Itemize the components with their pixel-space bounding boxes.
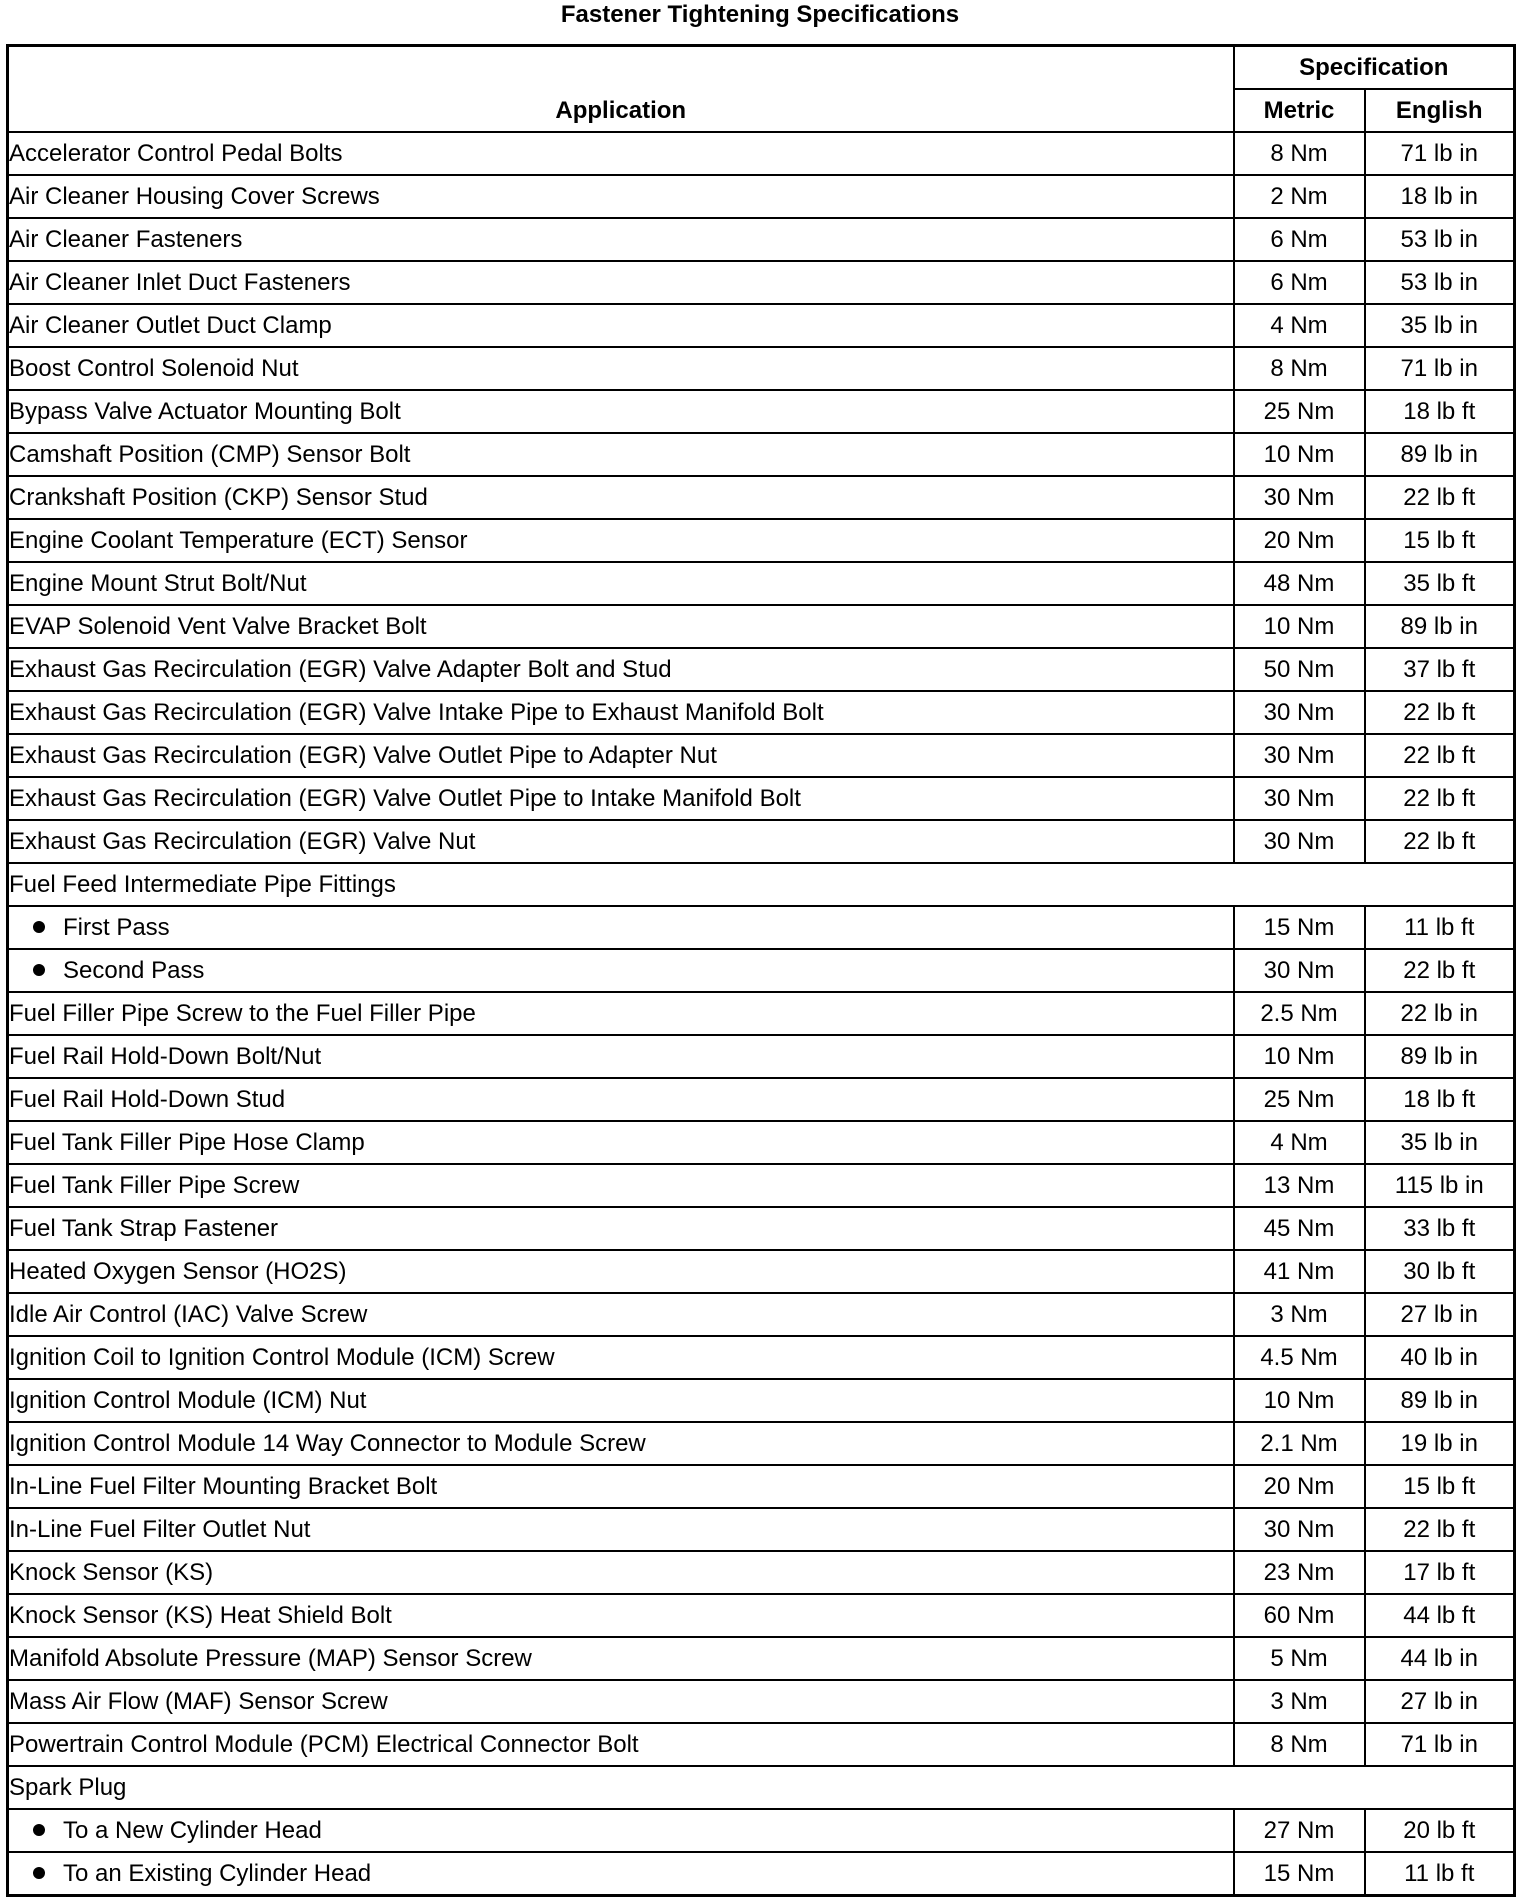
table-row: [8, 1164, 1515, 1207]
english-cell: 71 lb in: [1365, 1723, 1515, 1766]
application-label: Crankshaft Position (CKP) Sensor Stud: [9, 484, 428, 511]
table-row: [8, 1723, 1515, 1766]
application-cell: [8, 648, 1234, 691]
application-label: Ignition Control Module (ICM) Nut: [9, 1387, 367, 1414]
metric-cell: 45 Nm: [1234, 1207, 1365, 1250]
spec-table: [6, 44, 1516, 1897]
application-cell: [8, 390, 1234, 433]
application-label: Heated Oxygen Sensor (HO2S): [9, 1258, 347, 1285]
english-cell: 89 lb in: [1365, 1035, 1515, 1078]
metric-cell: 30 Nm: [1234, 949, 1365, 992]
application-label: Air Cleaner Outlet Duct Clamp: [9, 312, 332, 339]
application-label: Accelerator Control Pedal Bolts: [9, 140, 343, 167]
metric-cell: 10 Nm: [1234, 1379, 1365, 1422]
english-cell: 22 lb ft: [1365, 820, 1515, 863]
application-cell: [8, 1121, 1234, 1164]
application-label: Idle Air Control (IAC) Valve Screw: [9, 1301, 368, 1328]
bullet-icon: [33, 1824, 45, 1836]
english-cell: 30 lb ft: [1365, 1250, 1515, 1293]
metric-cell: 48 Nm: [1234, 562, 1365, 605]
english-cell: 71 lb in: [1365, 347, 1515, 390]
english-cell: 11 lb ft: [1365, 906, 1515, 949]
application-label: Mass Air Flow (MAF) Sensor Screw: [9, 1688, 388, 1715]
metric-cell: 4 Nm: [1234, 1121, 1365, 1164]
application-label: Engine Mount Strut Bolt/Nut: [9, 570, 307, 597]
table-row: [8, 1594, 1515, 1637]
english-cell: 18 lb ft: [1365, 390, 1515, 433]
table-row: [8, 390, 1515, 433]
table-row: [8, 992, 1515, 1035]
english-cell: 22 lb ft: [1365, 777, 1515, 820]
metric-cell: 8 Nm: [1234, 132, 1365, 175]
application-label: Air Cleaner Housing Cover Screws: [9, 183, 380, 210]
table-row: [8, 1078, 1515, 1121]
english-cell: 18 lb ft: [1365, 1078, 1515, 1121]
application-cell: [8, 1422, 1234, 1465]
application-label: Spark Plug: [9, 1774, 127, 1801]
english-cell: 22 lb ft: [1365, 949, 1515, 992]
metric-cell: 2.5 Nm: [1234, 992, 1365, 1035]
table-row: [8, 519, 1515, 562]
english-cell: 35 lb in: [1365, 304, 1515, 347]
table-row: [8, 648, 1515, 691]
application-cell: [8, 1465, 1234, 1508]
table-row: [8, 949, 1515, 992]
application-label: Air Cleaner Inlet Duct Fasteners: [9, 269, 351, 296]
metric-cell: 2 Nm: [1234, 175, 1365, 218]
application-cell: [8, 1250, 1234, 1293]
table-row: [8, 304, 1515, 347]
english-cell: 89 lb in: [1365, 433, 1515, 476]
application-label: Bypass Valve Actuator Mounting Bolt: [9, 398, 401, 425]
header-metric: Metric: [1234, 89, 1365, 132]
application-cell: [8, 1379, 1234, 1422]
table-row: [8, 1035, 1515, 1078]
metric-cell: 25 Nm: [1234, 1078, 1365, 1121]
table-row: [8, 1508, 1515, 1551]
table-row: [8, 1293, 1515, 1336]
application-label: Ignition Control Module 14 Way Connector to Module Screw: [9, 1430, 646, 1457]
bullet-icon: [33, 921, 45, 933]
table-row: [8, 1336, 1515, 1379]
metric-cell: 30 Nm: [1234, 691, 1365, 734]
application-label: To an Existing Cylinder Head: [63, 1860, 372, 1887]
english-cell: 37 lb ft: [1365, 648, 1515, 691]
table-row: [8, 1422, 1515, 1465]
application-cell: [8, 691, 1234, 734]
application-cell: [8, 304, 1234, 347]
application-label: Knock Sensor (KS) Heat Shield Bolt: [9, 1602, 392, 1629]
english-cell: 40 lb in: [1365, 1336, 1515, 1379]
english-cell: 22 lb ft: [1365, 691, 1515, 734]
metric-cell: 10 Nm: [1234, 1035, 1365, 1078]
table-row: [8, 820, 1515, 863]
application-label: Fuel Tank Filler Pipe Hose Clamp: [9, 1129, 365, 1156]
metric-cell: 15 Nm: [1234, 1852, 1365, 1896]
header-english: English: [1365, 89, 1515, 132]
application-cell: [8, 605, 1234, 648]
metric-cell: 13 Nm: [1234, 1164, 1365, 1207]
english-cell: 44 lb ft: [1365, 1594, 1515, 1637]
application-cell: [8, 218, 1234, 261]
english-cell: 22 lb in: [1365, 992, 1515, 1035]
metric-cell: 3 Nm: [1234, 1293, 1365, 1336]
application-cell: [8, 820, 1234, 863]
application-label: Exhaust Gas Recirculation (EGR) Valve Nut: [9, 828, 476, 855]
table-body: [8, 132, 1515, 1896]
metric-cell: 6 Nm: [1234, 261, 1365, 304]
metric-cell: 3 Nm: [1234, 1680, 1365, 1723]
metric-cell: 27 Nm: [1234, 1809, 1365, 1852]
application-label: Fuel Tank Filler Pipe Screw: [9, 1172, 300, 1199]
application-label: Powertrain Control Module (PCM) Electrical Connector Bolt: [9, 1731, 639, 1758]
metric-cell: 6 Nm: [1234, 218, 1365, 261]
table-row: [8, 562, 1515, 605]
table-row: [8, 1809, 1515, 1852]
english-cell: 15 lb ft: [1365, 1465, 1515, 1508]
english-cell: 18 lb in: [1365, 175, 1515, 218]
table-group-row: [8, 863, 1515, 906]
table-row: [8, 691, 1515, 734]
metric-cell: 20 Nm: [1234, 1465, 1365, 1508]
application-label: Fuel Rail Hold-Down Stud: [9, 1086, 286, 1113]
header-application: Application: [8, 46, 1234, 133]
table-row: [8, 1551, 1515, 1594]
english-cell: 35 lb in: [1365, 1121, 1515, 1164]
application-label: Boost Control Solenoid Nut: [9, 355, 299, 382]
application-cell: [8, 519, 1234, 562]
application-cell: [8, 132, 1234, 175]
english-cell: 15 lb ft: [1365, 519, 1515, 562]
application-label: Exhaust Gas Recirculation (EGR) Valve Outlet Pipe to Adapter Nut: [9, 742, 717, 769]
table-row: [8, 175, 1515, 218]
application-cell: [8, 1207, 1234, 1250]
bullet-icon: [33, 964, 45, 976]
application-label: EVAP Solenoid Vent Valve Bracket Bolt: [9, 613, 427, 640]
table-row: [8, 906, 1515, 949]
application-label: First Pass: [63, 914, 170, 941]
application-cell: [8, 906, 1234, 949]
application-cell: [8, 433, 1234, 476]
application-label: Fuel Tank Strap Fastener: [9, 1215, 279, 1242]
table-row: [8, 734, 1515, 777]
application-label: In-Line Fuel Filter Mounting Bracket Bolt: [9, 1473, 438, 1500]
metric-cell: 4.5 Nm: [1234, 1336, 1365, 1379]
english-cell: 27 lb in: [1365, 1293, 1515, 1336]
application-cell: [8, 562, 1234, 605]
english-cell: 33 lb ft: [1365, 1207, 1515, 1250]
bullet-icon: [33, 1867, 45, 1879]
page-title: Fastener Tightening Specifications: [560, 1, 960, 28]
english-cell: 89 lb in: [1365, 605, 1515, 648]
application-cell: [8, 1078, 1234, 1121]
english-cell: 20 lb ft: [1365, 1809, 1515, 1852]
english-cell: 35 lb ft: [1365, 562, 1515, 605]
english-cell: 17 lb ft: [1365, 1551, 1515, 1594]
english-cell: 19 lb in: [1365, 1422, 1515, 1465]
metric-cell: 50 Nm: [1234, 648, 1365, 691]
application-label: Knock Sensor (KS): [9, 1559, 214, 1586]
metric-cell: 5 Nm: [1234, 1637, 1365, 1680]
table-row: [8, 605, 1515, 648]
metric-cell: 60 Nm: [1234, 1594, 1365, 1637]
english-cell: 22 lb ft: [1365, 1508, 1515, 1551]
application-cell: [8, 777, 1234, 820]
application-label: Fuel Filler Pipe Screw to the Fuel Filler Pipe: [9, 1000, 476, 1027]
table-group-row: [8, 1766, 1515, 1809]
application-cell: [8, 175, 1234, 218]
application-cell: [8, 1508, 1234, 1551]
metric-cell: 10 Nm: [1234, 605, 1365, 648]
metric-cell: 2.1 Nm: [1234, 1422, 1365, 1465]
english-cell: 22 lb ft: [1365, 476, 1515, 519]
table-row: [8, 476, 1515, 519]
table-row: [8, 1121, 1515, 1164]
metric-cell: 23 Nm: [1234, 1551, 1365, 1594]
application-cell: [8, 1293, 1234, 1336]
application-label: Fuel Feed Intermediate Pipe Fittings: [9, 871, 396, 898]
application-cell: [8, 476, 1234, 519]
application-label: Exhaust Gas Recirculation (EGR) Valve Outlet Pipe to Intake Manifold Bolt: [9, 785, 801, 812]
table-row: [8, 132, 1515, 175]
table-row: [8, 1379, 1515, 1422]
english-cell: 27 lb in: [1365, 1680, 1515, 1723]
metric-cell: 8 Nm: [1234, 347, 1365, 390]
table-row: [8, 1637, 1515, 1680]
metric-cell: 41 Nm: [1234, 1250, 1365, 1293]
application-cell: [8, 1551, 1234, 1594]
application-label: Air Cleaner Fasteners: [9, 226, 243, 253]
metric-cell: 20 Nm: [1234, 519, 1365, 562]
application-label: Manifold Absolute Pressure (MAP) Sensor Screw: [9, 1645, 532, 1672]
application-label: Exhaust Gas Recirculation (EGR) Valve Adapter Bolt and Stud: [9, 656, 672, 683]
metric-cell: 10 Nm: [1234, 433, 1365, 476]
application-label: Exhaust Gas Recirculation (EGR) Valve Intake Pipe to Exhaust Manifold Bolt: [9, 699, 824, 726]
table-row: [8, 1207, 1515, 1250]
english-cell: 53 lb in: [1365, 261, 1515, 304]
application-cell: [8, 1723, 1234, 1766]
table-row: [8, 1680, 1515, 1723]
metric-cell: 15 Nm: [1234, 906, 1365, 949]
table-row: [8, 218, 1515, 261]
application-cell: [8, 1766, 1515, 1809]
application-cell: [8, 1637, 1234, 1680]
application-label: Second Pass: [63, 957, 205, 984]
table-row: [8, 261, 1515, 304]
metric-cell: 30 Nm: [1234, 1508, 1365, 1551]
english-cell: 89 lb in: [1365, 1379, 1515, 1422]
application-cell: [8, 734, 1234, 777]
metric-cell: 30 Nm: [1234, 476, 1365, 519]
application-cell: [8, 1035, 1234, 1078]
table-row: [8, 777, 1515, 820]
application-cell: [8, 261, 1234, 304]
application-cell: [8, 347, 1234, 390]
header-specification: Specification: [1234, 46, 1515, 90]
metric-cell: 4 Nm: [1234, 304, 1365, 347]
metric-cell: 8 Nm: [1234, 1723, 1365, 1766]
application-cell: [8, 1164, 1234, 1207]
application-cell: [8, 992, 1234, 1035]
english-cell: 53 lb in: [1365, 218, 1515, 261]
metric-cell: 30 Nm: [1234, 820, 1365, 863]
application-label: Fuel Rail Hold-Down Bolt/Nut: [9, 1043, 322, 1070]
application-label: In-Line Fuel Filter Outlet Nut: [9, 1516, 311, 1543]
english-cell: 11 lb ft: [1365, 1852, 1515, 1896]
metric-cell: 30 Nm: [1234, 777, 1365, 820]
application-label: Engine Coolant Temperature (ECT) Sensor: [9, 527, 468, 554]
table-row: [8, 1250, 1515, 1293]
application-label: Camshaft Position (CMP) Sensor Bolt: [9, 441, 411, 468]
table-row: [8, 1465, 1515, 1508]
application-cell: [8, 1336, 1234, 1379]
metric-cell: 25 Nm: [1234, 390, 1365, 433]
application-cell: [8, 949, 1234, 992]
application-cell: [8, 1594, 1234, 1637]
application-cell: [8, 1680, 1234, 1723]
english-cell: 71 lb in: [1365, 132, 1515, 175]
table-row: [8, 347, 1515, 390]
application-label: To a New Cylinder Head: [63, 1817, 322, 1844]
english-cell: 22 lb ft: [1365, 734, 1515, 777]
application-cell: [8, 863, 1515, 906]
table-header: [8, 46, 1515, 133]
application-cell: [8, 1809, 1234, 1852]
english-cell: 44 lb in: [1365, 1637, 1515, 1680]
table-row: [8, 433, 1515, 476]
metric-cell: 30 Nm: [1234, 734, 1365, 777]
application-label: Ignition Coil to Ignition Control Module (ICM) Screw: [9, 1344, 555, 1371]
english-cell: 115 lb in: [1365, 1164, 1515, 1207]
